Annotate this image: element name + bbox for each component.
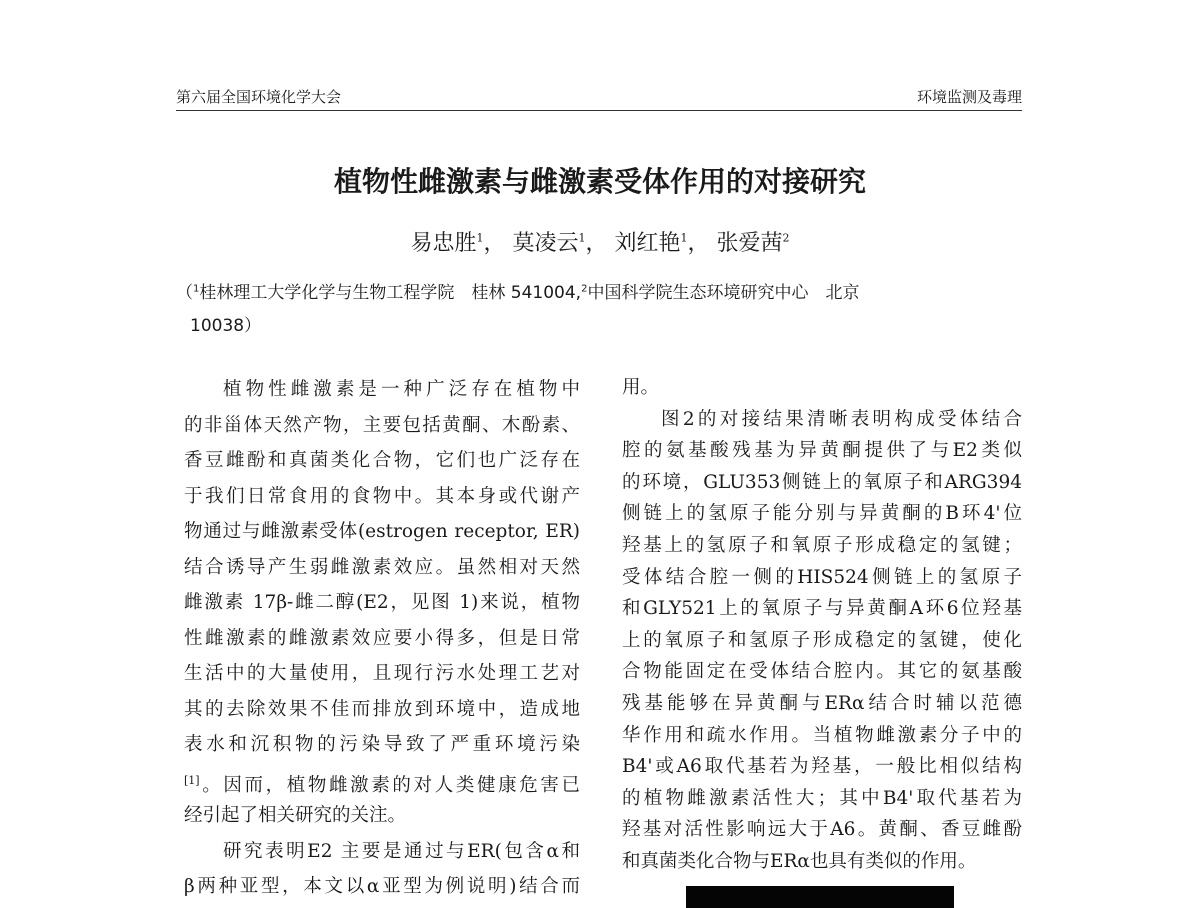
text-line: 性雌激素的雌激素效应要小得多，但是日常 — [184, 627, 580, 649]
conference-header: 第六届全国环境化学大会 — [176, 88, 342, 106]
text-line: 合物能固定在受体结合腔内。其它的氨基酸 — [622, 661, 1022, 683]
text-line: [1]。因而，植物雌激素的对人类健康危害已 — [184, 773, 580, 796]
header-rule — [176, 110, 1022, 111]
docking-figure — [686, 886, 954, 908]
author: 莫凌云 — [512, 231, 579, 256]
text-line: 生活中的大量使用，且现行污水处理工艺对 — [184, 663, 580, 684]
text-line: 和真菌类化合物与ERα也具有类似的作用。 — [622, 850, 977, 872]
text-line: β两种亚型，本文以α亚型为例说明)结合而 — [184, 876, 580, 897]
text-line: 植物性雌激素是一种广泛存在植物中 — [223, 379, 580, 400]
text-line: B4'或A6取代基若为羟基，一般比相似结构 — [622, 756, 1022, 778]
text-line: 华作用和疏水作用。当植物雌激素分子中的 — [622, 724, 1022, 746]
author: 刘红艳 — [614, 231, 681, 256]
text-line: 雌激素 17β-雌二醇(E2，见图 1)来说，植物 — [184, 592, 580, 613]
text-line: 研究表明E2 主要是通过与ER(包含α和 — [223, 840, 580, 862]
text-line: 于我们日常食用的食物中。其本身或代谢产 — [184, 485, 580, 507]
right-column — [622, 372, 1022, 878]
text-line: 残基能够在异黄酮与ERα结合时辅以范德 — [622, 692, 1022, 714]
text-line: 侧链上的氢原子能分别与异黄酮的B环4'位 — [622, 503, 1022, 525]
text-line: 香豆雌酚和真菌类化合物，它们也广泛存在 — [184, 450, 580, 471]
text-line: 羟基对活性影响远大于A6。黄酮、香豆雌酚 — [622, 819, 1022, 841]
author: 易忠胜 — [410, 231, 477, 256]
text-line: 上的氧原子和氢原子形成稳定的氢键，使化 — [622, 629, 1022, 651]
text-line: 表水和沉积物的污染导致了严重环境污染 — [184, 734, 580, 755]
affiliation-line2: 10038） — [190, 316, 262, 336]
left-column — [184, 372, 580, 905]
text-line: 羟基上的氢原子和氧原子形成稳定的氢键； — [622, 534, 1022, 556]
author: 张爱茜 — [716, 231, 783, 256]
text-line: 图2的对接结果清晰表明构成受体结合 — [661, 408, 1022, 430]
text-line: 物通过与雌激素受体(estrogen receptor, ER) — [184, 521, 580, 542]
text-line: 的植物雌激素活性大；其中B4'取代基若为 — [622, 787, 1022, 809]
text-line: 的环境，GLU353侧链上的氧原子和ARG394 — [622, 471, 1022, 493]
text-line: 受体结合腔一侧的HIS524侧链上的氢原子 — [622, 566, 1022, 588]
text-line: 腔的氨基酸残基为异黄酮提供了与E2类似 — [622, 440, 1022, 462]
section-header: 环境监测及毒理 — [916, 88, 1022, 106]
text-line: 其的去除效果不佳而排放到环境中，造成地 — [184, 698, 580, 720]
text-line: 的非甾体天然产物，主要包括黄酮、木酚素、 — [184, 414, 580, 436]
paper-title: 植物性雌激素与雌激素受体作用的对接研究 — [333, 165, 866, 198]
text-line: 和GLY521上的氧原子与异黄酮A环6位羟基 — [622, 598, 1022, 620]
text-line: 结合诱导产生弱雌激素效应。虽然相对天然 — [184, 556, 580, 578]
affiliation: （$^1$桂林理工大学化学与生物工程学院 桂林 541004,$^2$中国科学院生态环境研究中心 北京 — [176, 283, 860, 303]
text-line: 用。 — [622, 377, 660, 398]
text-line: 经引起了相关研究的关注。 — [184, 805, 407, 826]
citation: [1] — [184, 773, 200, 787]
authors: 易忠胜$^1$， 莫凌云$^1$， 刘红艳$^1$， 张爱茜$^2$ — [410, 231, 790, 256]
